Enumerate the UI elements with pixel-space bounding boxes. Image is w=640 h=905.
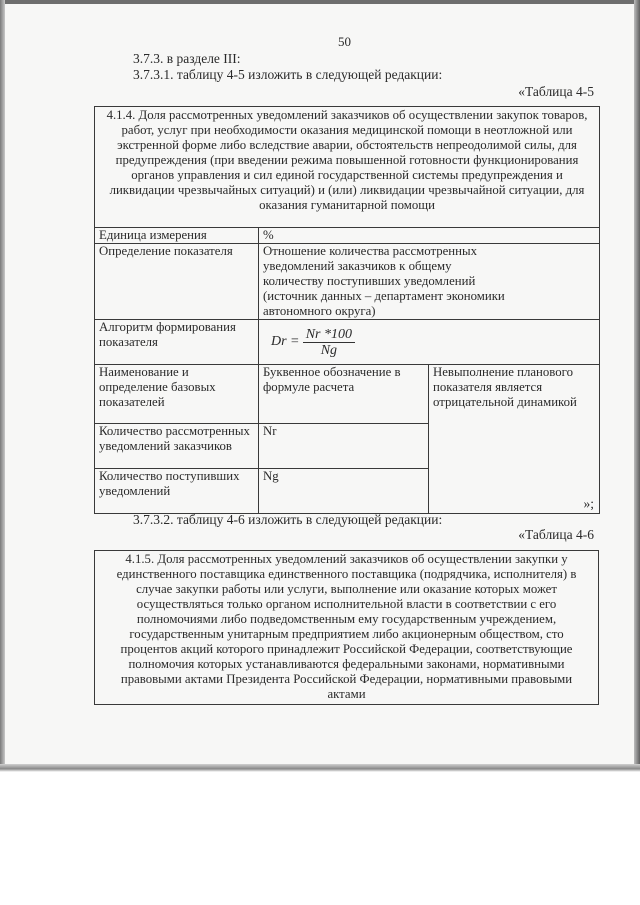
end-quote: »; [583, 496, 594, 511]
table-row [95, 365, 600, 424]
base-row-symbol: Nr [259, 424, 429, 469]
table-4-6-caption: «Таблица 4-6 [518, 527, 594, 542]
table-row [95, 107, 600, 228]
formula-numerator: Nr *100 [303, 327, 355, 343]
formula-lhs: Dr = [271, 333, 300, 349]
base-col-name-header: Наименование и определение базовых показателей [95, 365, 259, 424]
table-4-5 [94, 106, 600, 514]
unit-value: % [259, 228, 600, 244]
table-4-5-caption: «Таблица 4-5 [518, 84, 594, 99]
unit-label: Единица измерения [95, 228, 259, 244]
table-row [95, 244, 600, 320]
base-row-name: Количество рассмотренных уведомлений заказчиков [95, 424, 259, 469]
formula [259, 320, 600, 365]
table-4-5-header: 4.1.4. Доля рассмотренных уведомлений заказчиков об осуществлении закупок товаров, работ, услуг при необходимости оказания медицинской помощи в неотложной или экстренной форме либо вследствие аварии, обстоятельств непреодолимой силы, для предупреждения (при введении режима повышенной готовности функционирования органов управления и сил единой государственной системы предупреждения и ликвидации чрезвычайных ситуаций) и (или) ликвидации чрезвычайной ситуации, для оказания гуманитарной помощи [95, 107, 600, 228]
section-heading: 3.7.3. в разделе III: [133, 51, 241, 66]
algorithm-label: Алгоритм формирования показателя [95, 320, 259, 365]
formula-denominator: Ng [320, 342, 338, 358]
document-page [5, 4, 634, 764]
amendment-line-2: 3.7.3.2. таблицу 4-6 изложить в следующей редакции: [133, 512, 443, 527]
table-row [95, 228, 600, 244]
base-col-dynamics-header: Невыполнение планового показателя является отрицательной динамикой [429, 365, 600, 514]
table-4-6-header: 4.1.5. Доля рассмотренных уведомлений заказчиков об осуществлении закупки у единственного поставщика единственного поставщика (подрядчика, исполнителя) в случае закупки работы или услуги, выполнение или оказание которых может осуществляться только органом исполнительной власти в соответствии с его полномочиями либо подведомственным ему государственным учреждением, государственным унитарным предприятием либо акционерным обществом, сто процентов акций которого принадлежит Российской Федерации, соответствующие полномочия которых устанавливаются федеральными законами, нормативными правовыми актами Президента Российской Федерации, нормативными правовыми актами [95, 551, 599, 705]
base-row-symbol: Ng [259, 469, 429, 514]
amendment-line-1: 3.7.3.1. таблицу 4-5 изложить в следующей редакции: [133, 67, 443, 82]
base-row-name: Количество поступивших уведомлений [95, 469, 259, 514]
definition-value: Отношение количества рассмотренных уведомлений заказчиков к общему количеству поступивших уведомлений (источник данных – департамент экономики автономного округа) [259, 244, 600, 320]
base-col-symbol-header: Буквенное обозначение в формуле расчета [259, 365, 429, 424]
page-number: 50 [338, 34, 351, 49]
formula-fraction [303, 327, 355, 358]
table-4-6 [94, 550, 599, 705]
table-row [95, 551, 599, 705]
definition-label: Определение показателя [95, 244, 259, 320]
scan-edge-bottom [0, 764, 640, 772]
scan-edge-right [634, 0, 640, 770]
table-row [95, 320, 600, 365]
